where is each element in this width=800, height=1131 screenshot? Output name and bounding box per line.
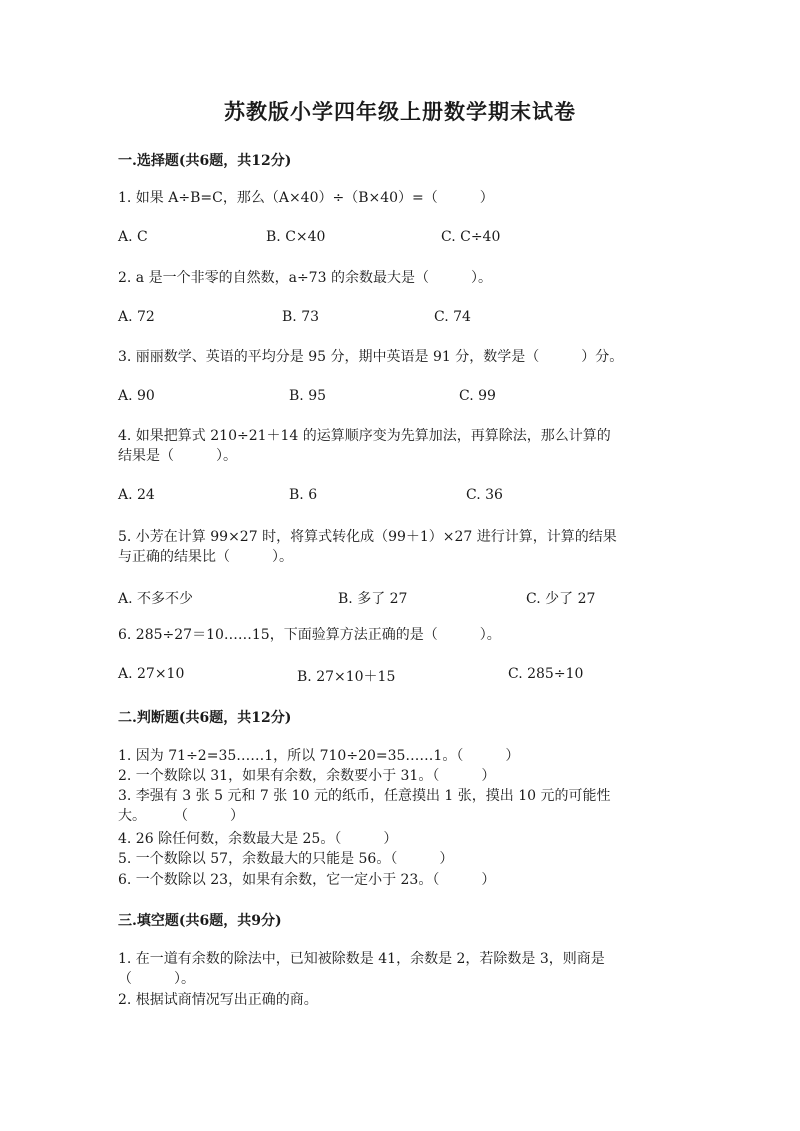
option-a: A. 24 xyxy=(118,487,155,503)
option-a: A. C xyxy=(118,229,148,245)
section-heading-choice: 一.选择题(共6题，共12分) xyxy=(118,153,292,169)
question-text-line2: 与正确的结果比（ ）。 xyxy=(118,549,293,565)
question-text: 1. 如果 A÷B=C，那么（A×40）÷（B×40）=（ ） xyxy=(118,190,494,206)
section-heading-judgment: 二.判断题(共6题，共12分) xyxy=(118,710,292,726)
judgment-item: 2. 一个数除以 31，如果有余数，余数要小于 31。（ ） xyxy=(118,768,496,784)
option-a: A. 72 xyxy=(118,309,155,325)
section-heading-fill-in: 三.填空题(共6题，共9分) xyxy=(118,913,282,929)
question-text-line1: 5. 小芳在计算 99×27 时，将算式转化成（99＋1）×27 进行计算，计算的结果 xyxy=(118,529,617,545)
option-b: B. 73 xyxy=(282,309,320,325)
page-title: 苏教版小学四年级上册数学期末试卷 xyxy=(224,99,576,124)
option-c: C. 99 xyxy=(459,388,496,404)
judgment-item-continued: 大。 （ ） xyxy=(118,808,244,824)
fill-in-item-continued: （ ）。 xyxy=(118,971,195,987)
option-a: A. 90 xyxy=(118,388,155,404)
judgment-item: 3. 李强有 3 张 5 元和 7 张 10 元的纸币，任意摸出 1 张，摸出 10 元的可能性 xyxy=(118,788,611,804)
option-b: B. C×40 xyxy=(266,229,326,245)
fill-in-item: 2. 根据试商情况写出正确的商。 xyxy=(118,992,318,1008)
question-text-line1: 4. 如果把算式 210÷21＋14 的运算顺序变为先算加法，再算除法，那么计算的 xyxy=(118,428,611,444)
option-b: B. 6 xyxy=(289,487,318,503)
question-text: 2. a 是一个非零的自然数，a÷73 的余数最大是（ ）。 xyxy=(118,270,492,286)
judgment-item: 6. 一个数除以 23，如果有余数，它一定小于 23。（ ） xyxy=(118,872,496,888)
judgment-item: 4. 26 除任何数，余数最大是 25。（ ） xyxy=(118,831,398,847)
judgment-item: 1. 因为 71÷2=35……1，所以 710÷20=35……1。（ ） xyxy=(118,748,520,764)
option-c: C. 285÷10 xyxy=(508,666,584,682)
option-c: C. 74 xyxy=(434,309,471,325)
option-c: C. C÷40 xyxy=(441,229,501,245)
option-c: C. 36 xyxy=(466,487,503,503)
question-text: 6. 285÷27＝10……15，下面验算方法正确的是（ ）。 xyxy=(118,627,501,643)
judgment-item: 5. 一个数除以 57，余数最大的只能是 56。（ ） xyxy=(118,851,454,867)
option-b: B. 多了 27 xyxy=(338,591,408,607)
fill-in-item: 1. 在一道有余数的除法中，已知被除数是 41，余数是 2，若除数是 3，则商是 xyxy=(118,951,605,967)
option-c: C. 少了 27 xyxy=(526,591,596,607)
option-b: B. 95 xyxy=(289,388,327,404)
option-b: B. 27×10＋15 xyxy=(297,669,396,685)
question-text-line2: 结果是（ ）。 xyxy=(118,448,237,464)
question-text: 3. 丽丽数学、英语的平均分是 95 分，期中英语是 91 分，数学是（ ）分。 xyxy=(118,349,624,365)
option-a: A. 27×10 xyxy=(118,666,185,682)
option-a: A. 不多不少 xyxy=(118,591,194,607)
